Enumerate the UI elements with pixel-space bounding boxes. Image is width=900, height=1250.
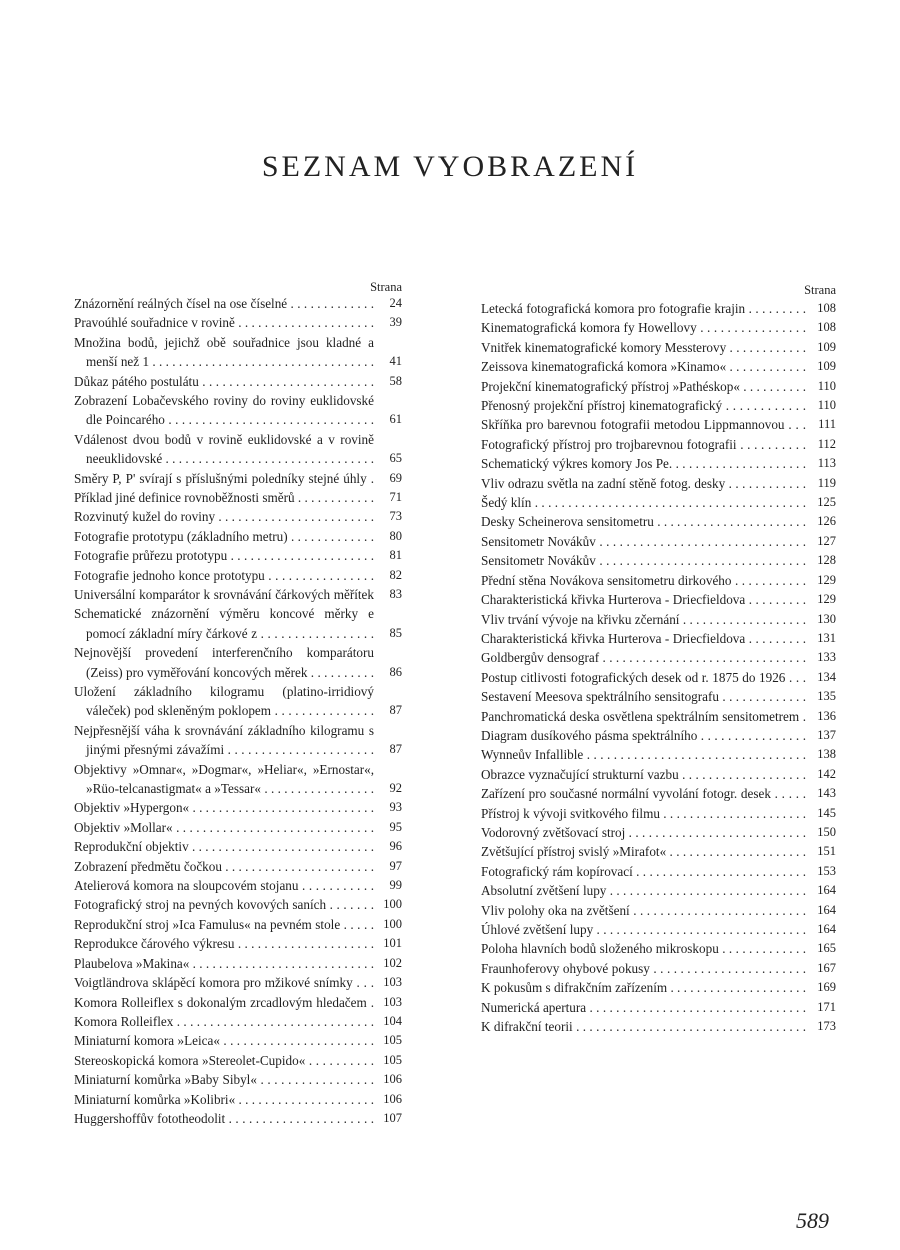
toc-column-right [481,282,836,1036]
toc-entry-title: Příklad jiné definice rovnoběžnosti směrů . . . [74,488,374,507]
toc-entry-title: Vodorovný zvětšovací stroj . . . [481,823,806,842]
toc-entry [481,823,836,842]
toc-entry [481,920,836,939]
column-header-strana: Strana [370,280,402,294]
toc-entry-title: Přenosný projekční přístroj kinematografický . . . [481,396,806,415]
toc-entry-title: Zvětšující přístroj svislý »Mirafot« . . . [481,842,806,861]
toc-entry-title: Diagram dusíkového pásma spektrálního . . . [481,726,806,745]
toc-entry-title: Uložení základního kilogramu (platino-irridiový váleček) pod skleněným poklopem . . . [74,682,374,721]
toc-entry-page: 105 [383,1052,402,1067]
toc-entry-title: Rozvinutý kužel do roviny . . . [74,507,374,526]
toc-entry-page: 82 [389,567,402,582]
toc-entry-title: Objektiv »Mollar« . . . [74,818,374,837]
toc-entry-title: Postup citlivosti fotografických desek od r. 1875 do 1926 . . . [481,668,806,687]
toc-entry [74,527,402,546]
toc-entry-page: 164 [817,902,836,917]
toc-entry-page: 145 [817,805,836,820]
toc-entry [481,610,836,629]
toc-entry-page: 119 [817,475,836,490]
toc-entry [481,532,836,551]
toc-entry-page: 126 [817,514,836,529]
toc-entry-page: 109 [817,339,836,354]
toc-entry-page: 106 [383,1072,402,1087]
toc-entry-title: Reprodukční stroj »Ica Famulus« na pevném stole . . . [74,915,374,934]
toc-entry [74,507,402,526]
toc-entry-title: Schematický výkres komory Jos Pe. . . . [481,454,806,473]
toc-entry [74,682,402,721]
toc-entry-page: 41 [389,354,402,369]
toc-entry [481,668,836,687]
toc-entry [74,469,402,488]
page-title: SEZNAM VYOBRAZENÍ [261,150,639,183]
toc-entry-page: 39 [389,315,402,330]
toc-entry-page: 113 [817,456,836,471]
toc-entry-page: 130 [817,611,836,626]
toc-entry [74,1109,402,1128]
toc-entry [481,551,836,570]
toc-entry-title: Sestavení Meesova spektrálního sensitografu . . . [481,687,806,706]
toc-entry-title: Desky Scheinerova sensitometru . . . [481,512,806,531]
toc-entry [74,430,402,469]
toc-entry-title: Fotografie jednoho konce prototypu . . . [74,566,374,585]
toc-entry-page: 133 [817,650,836,665]
toc-entry-page: 110 [817,398,836,413]
toc-entry [74,566,402,585]
toc-entry [74,1051,402,1070]
toc-entry-title: Numerická apertura . . . [481,998,806,1017]
toc-entry-page: 171 [817,999,836,1014]
toc-entry [481,493,836,512]
toc-entry-page: 103 [383,994,402,1009]
toc-entry-title: Zeissova kinematografická komora »Kinamo« . . . [481,357,806,376]
toc-entry-title: Skříňka pro barevnou fotografii metodou Lippmannovou . . . [481,415,806,434]
toc-entry-page: 137 [817,727,836,742]
toc-entry-page: 85 [389,625,402,640]
toc-entry [481,901,836,920]
toc-entry-title: Vnitřek kinematografické komory Messterovy . . . [481,338,806,357]
toc-entry-page: 167 [817,960,836,975]
toc-entry-title: Pravoúhlé souřadnice v rovině . . . [74,313,374,332]
toc-entry-title: Goldbergův densograf . . . [481,648,806,667]
toc-entry-page: 100 [383,897,402,912]
toc-entry-page: 71 [389,490,402,505]
toc-entry-page: 87 [389,703,402,718]
toc-entry [481,454,836,473]
toc-entry [481,571,836,590]
toc-entry-title: Sensitometr Novákův . . . [481,532,806,551]
toc-entry-page: 61 [389,412,402,427]
toc-entry-title: Schematické znázornění výměru koncové měrky e pomocí základní míry čárkové z . . . [74,604,374,643]
toc-entry-title: Absolutní zvětšení lupy . . . [481,881,806,900]
toc-entry [481,629,836,648]
toc-entry-page: 104 [383,1013,402,1028]
toc-entry-page: 125 [817,495,836,510]
toc-entry-page: 142 [817,766,836,781]
toc-entry-page: 135 [817,689,836,704]
toc-entry-title: Huggershoffův fototheodolit . . . [74,1109,374,1128]
toc-entry [74,895,402,914]
toc-entry-page: 109 [817,359,836,374]
toc-entry-title: K difrakční teorii . . . [481,1017,806,1036]
toc-entry [74,604,402,643]
toc-entry-title: Voigtländrova sklápěcí komora pro mžikové snímky . . . [74,973,374,992]
toc-entry-title: Atelierová komora na sloupcovém stojanu . . . [74,876,374,895]
toc-entry-page: 150 [817,824,836,839]
toc-entry-page: 80 [389,528,402,543]
toc-entry [74,934,402,953]
toc-entry-page: 87 [389,742,402,757]
toc-entry-title: Vliv trvání vývoje na křivku zčernání . . . [481,610,806,629]
toc-entry-page: 92 [389,781,402,796]
toc-entry [481,590,836,609]
toc-entry-page: 165 [817,941,836,956]
toc-entry [481,765,836,784]
toc-entry-page: 164 [817,922,836,936]
toc-entry-title: Vliv odrazu světla na zadní stěně fotog. desky . . . [481,474,806,493]
toc-entry-page: 58 [389,373,402,388]
toc-entry-page: 101 [383,936,402,951]
toc-entry [481,707,836,726]
toc-entry [74,915,402,934]
toc-entry [74,294,402,313]
toc-entry-page: 173 [817,1019,836,1034]
toc-entry [481,1017,836,1036]
toc-entry [74,1070,402,1089]
toc-entry-page: 86 [389,664,402,679]
toc-entry [481,415,836,434]
toc-entry-page: 107 [383,1110,402,1125]
toc-entry [481,512,836,531]
toc-entry-page: 102 [383,955,402,970]
toc-entry [74,818,402,837]
toc-entry-page: 108 [817,320,836,335]
toc-entry [74,993,402,1012]
toc-entry-page: 106 [383,1091,402,1106]
toc-entry-title: Znázornění reálných čísel na ose číselné . . . [74,294,374,313]
toc-entry [481,784,836,803]
toc-entry [74,333,402,372]
toc-entry-title: Úhlové zvětšení lupy . . . [481,920,806,939]
toc-entry-page: 96 [389,839,402,854]
toc-entry [74,798,402,817]
toc-entry [481,726,836,745]
toc-entry-page: 103 [383,975,402,990]
toc-entry-title: Letecká fotografická komora pro fotografie krajin . . . [481,299,806,318]
toc-entry-page: 73 [389,509,402,524]
toc-entry [74,391,402,430]
toc-entry-title: K pokusům s difrakčním zařízením . . . [481,978,806,997]
toc-entry [481,396,836,415]
toc-entry-page: 134 [817,669,836,684]
toc-entry [481,804,836,823]
toc-entry-title: Miniaturní komora »Leica« . . . [74,1031,374,1050]
toc-entry-page: 95 [389,819,402,834]
toc-entry-title: Stereoskopická komora »Stereolet-Cupido« . . . [74,1051,374,1070]
toc-entry-page: 81 [389,548,402,563]
toc-entry [481,474,836,493]
toc-entry-page: 127 [817,533,836,548]
toc-entry [481,959,836,978]
toc-entry-page: 97 [389,858,402,873]
toc-entry-title: Projekční kinematografický přístroj »Pathéskop« . . . [481,377,806,396]
toc-entry-title: Fotografie průřezu prototypu . . . [74,546,374,565]
toc-entry [481,357,836,376]
toc-entry-page: 169 [817,980,836,995]
toc-entry-page: 151 [817,844,836,859]
page-number: 589 [796,1208,829,1233]
toc-entry-title: Panchromatická deska osvětlena spektrálním sensitometrem . . . [481,707,806,726]
toc-entry-title: Množina bodů, jejichž obě souřadnice jsou kladné a menší než 1 . . . [74,333,374,372]
toc-entry-page: 110 [817,378,836,393]
toc-entry-title: Komora Rolleiflex s dokonalým zrcadlovým hledačem . . . [74,993,374,1012]
toc-entry [74,837,402,856]
toc-entry-page: 93 [389,800,402,815]
toc-entry-title: Fotografie prototypu (základního metru) . . . [74,527,374,546]
toc-entry-page: 131 [817,630,836,645]
toc-entry-title: Šedý klín . . . [481,493,806,512]
toc-entry-title: Přístroj k vývoji svitkového filmu . . . [481,804,806,823]
toc-entry [481,745,836,764]
toc-entry-title: Komora Rolleiflex . . . [74,1012,374,1031]
toc-entry-title: Poloha hlavních bodů složeného mikroskopu . . . [481,939,806,958]
toc-entry-title: Miniaturní komůrka »Baby Sibyl« . . . [74,1070,374,1089]
toc-entry-page: 128 [817,553,836,568]
toc-entry [481,862,836,881]
toc-entry-title: Obrazce vyznačující strukturní vazbu . . . [481,765,806,784]
toc-entry-title: Důkaz pátého postulátu . . . [74,372,374,391]
toc-entry-page: 100 [383,916,402,931]
toc-entry-page: 108 [817,301,836,315]
toc-entry [481,338,836,357]
toc-entry [74,760,402,799]
toc-entry-page: 138 [817,747,836,762]
toc-entry-title: Charakteristická křivka Hurterova - Driecfieldova . . . [481,629,806,648]
toc-entry-title: Reprodukce čárového výkresu . . . [74,934,374,953]
toc-entry-page: 111 [818,417,836,432]
toc-entry-title: Přední stěna Novákova sensitometru dirkového . . . [481,571,806,590]
toc-entry-title: Objektiv »Hypergon« . . . [74,798,374,817]
toc-entry-title: Zobrazení předmětu čočkou . . . [74,857,374,876]
toc-entry [74,1090,402,1109]
toc-entry-title: Miniaturní komůrka »Kolibri« . . . [74,1090,374,1109]
toc-entry-page: 153 [817,863,836,878]
toc-entry-title: Zobrazení Lobačevského roviny do roviny euklidovské dle Poincarého . . . [74,391,374,430]
toc-entry [481,939,836,958]
toc-entry-title: Fotografický stroj na pevných kovových saních . . . [74,895,374,914]
toc-entry [481,435,836,454]
toc-column-left [74,280,402,1128]
toc-entry-title: Plaubelova »Makina« . . . [74,954,374,973]
toc-entry [481,842,836,861]
toc-entry-page: 129 [817,572,836,587]
toc-entry-title: Zařízení pro současné normální vyvolání fotogr. desek . . . [481,784,806,803]
toc-entry [74,488,402,507]
toc-entry-page: 83 [389,587,402,602]
toc-entry [481,318,836,337]
toc-entry [481,648,836,667]
toc-entry-title: Sensitometr Novákův . . . [481,551,806,570]
toc-entry [74,1012,402,1031]
toc-entry [74,643,402,682]
toc-entry [481,377,836,396]
toc-entry-title: Reprodukční objektiv . . . [74,837,374,856]
toc-entry [74,876,402,895]
toc-entry [74,857,402,876]
toc-entry-title: Nejpřesnější váha k srovnávání základního kilogramu s jinými přesnými závažími . . . [74,721,374,760]
toc-entry [74,954,402,973]
toc-entry-title: Fraunhoferovy ohybové pokusy . . . [481,959,806,978]
toc-entry-title: Fotografický rám kopírovací . . . [481,862,806,881]
toc-entry-page: 105 [383,1033,402,1048]
toc-entry [74,313,402,332]
toc-entry-page: 164 [817,883,836,898]
toc-entry-page: 129 [817,592,836,607]
toc-entry-title: Kinematografická komora fy Howellovy . . . [481,318,806,337]
toc-entry-title: Objektivy »Omnar«, »Dogmar«, »Heliar«, »Ernostar«, »Rüo-telcanastigmat« a »Tessar« . . . [74,760,374,799]
toc-entry [74,372,402,391]
toc-entry-title: Universální komparátor k srovnávání čárkových měřítek . . . [74,585,374,604]
toc-entry-title: Vdálenost dvou bodů v rovině euklidovské a v rovině neeuklidovské . . . [74,430,374,469]
toc-entry-page: 69 [389,470,402,485]
toc-entry [74,546,402,565]
toc-entry [481,687,836,706]
toc-entry-title: Charakteristická křivka Hurterova - Driecfieldova . . . [481,590,806,609]
toc-entry [74,721,402,760]
toc-entry [481,978,836,997]
toc-entry [74,585,402,604]
toc-entry-title: Směry P, P' svírají s příslušnými poledníky stejné úhly . . . [74,469,374,488]
column-header-strana: Strana [804,283,836,297]
toc-entry [74,1031,402,1050]
toc-entry-page: 136 [817,708,836,723]
toc-entry-page: 65 [389,451,402,466]
toc-entry-page: 112 [817,436,836,451]
toc-entry-page: 143 [817,786,836,801]
toc-entry-title: Nejnovější provedení interferenčního komparátoru (Zeiss) pro vyměřování koncových měrek . . . [74,643,374,682]
toc-entry [74,973,402,992]
toc-entry [481,998,836,1017]
toc-entry-title: Wynneův Infallible . . . [481,745,806,764]
toc-entry-title: Vliv polohy oka na zvětšení . . . [481,901,806,920]
toc-entry-title: Fotografický přístroj pro trojbarevnou fotografii . . . [481,435,806,454]
toc-entry-page: 24 [389,296,402,310]
toc-entry [481,881,836,900]
toc-entry-page: 99 [389,878,402,893]
toc-entry [481,299,836,318]
